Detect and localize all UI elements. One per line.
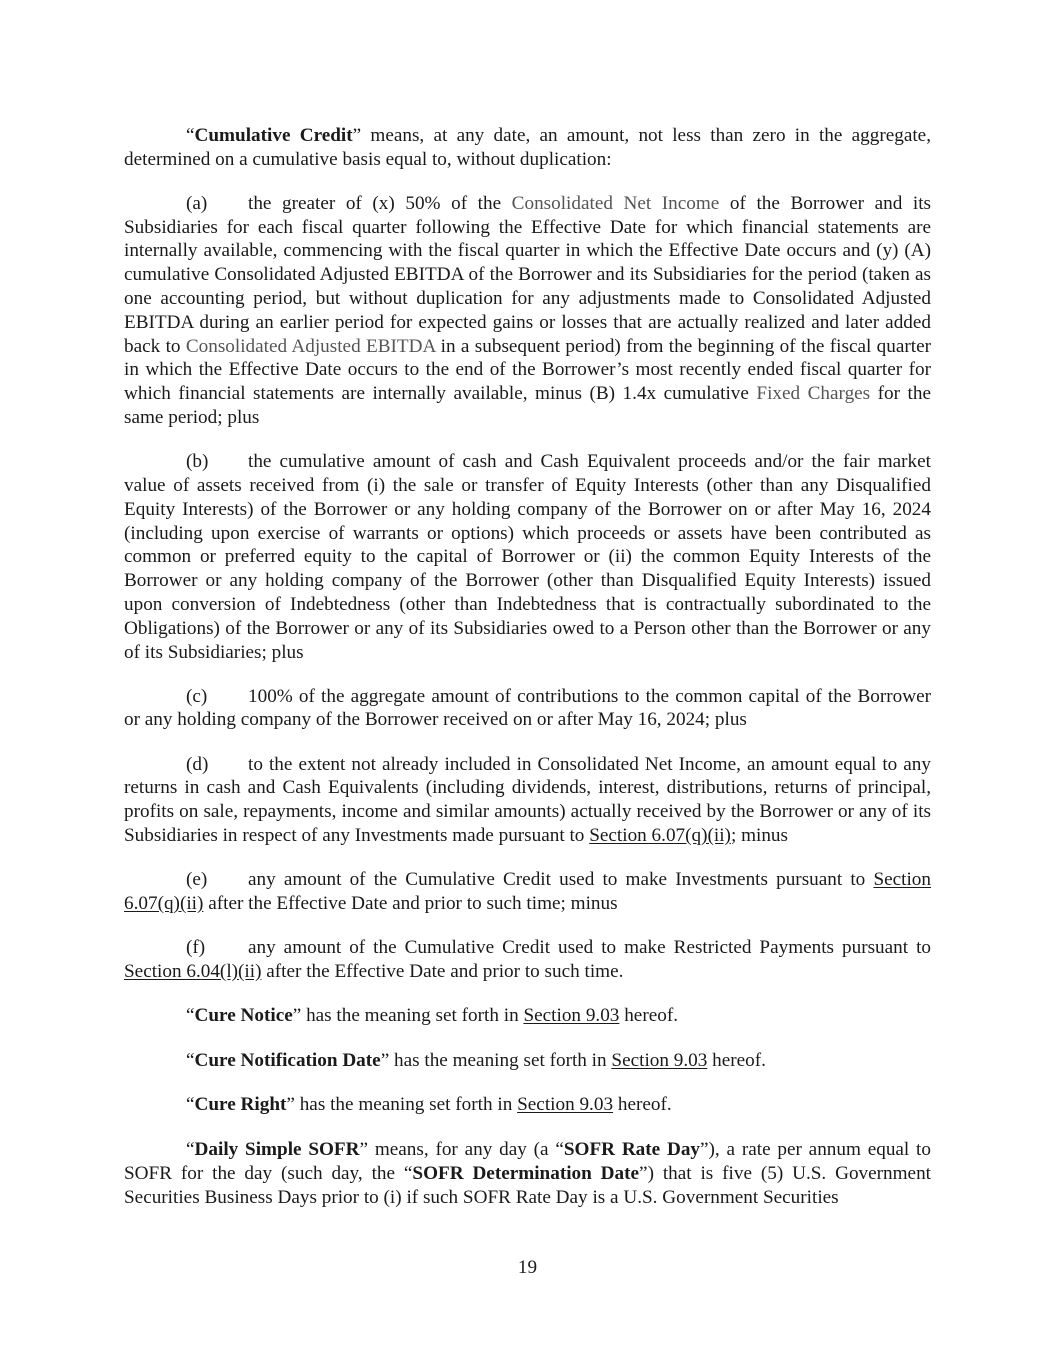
clause-label: (e): [186, 869, 208, 890]
defined-term: Cumulative Credit: [194, 125, 353, 146]
defined-term: Cure Notification Date: [194, 1049, 381, 1071]
section-link[interactable]: Section 9.03: [523, 1004, 620, 1026]
clause-d: [124, 753, 931, 848]
clause-label: (d): [186, 753, 209, 775]
document-page: [124, 124, 931, 1230]
clause-text: for the same period; plus: [124, 383, 931, 429]
definition-text: ” has the meaning set forth in: [380, 1049, 612, 1071]
definition-text: ” means, at any date, an amount, not less than zero in the aggregate, determined on a cumulative basis equal to, without duplication:: [124, 125, 931, 170]
section-link[interactable]: Section 6.07(q)(ii): [124, 869, 931, 914]
clause-text: to the extent not already included in Consolidated Net Income, an amount equal to any returns in cash and Cash Equivalents (including dividends, interest, distributions, returns of principal, profits on sale, repayments, income and similar amounts) actually received by the Borrower or any of its Subsidiaries in respect of any Investments made pursuant to: [124, 753, 931, 846]
defined-term: Cure Right: [194, 1094, 287, 1116]
definition-text: hereof.: [613, 1094, 672, 1116]
clause-text: after the Effective Date and prior to such time; minus: [203, 892, 618, 914]
definition-cure-notification-date: [124, 1049, 931, 1073]
clause-f: [124, 936, 931, 984]
clause-text: 100% of the aggregate amount of contributions to the common capital of the Borrower or any holding company of the Borrower received on or after May 16, 2024; plus: [124, 685, 931, 731]
clause-text: after the Effective Date and prior to such time.: [261, 960, 624, 982]
cross-reference: Fixed Charges: [756, 383, 871, 405]
cross-reference: Consolidated Adjusted EBITDA: [185, 335, 436, 357]
clause-e: [124, 868, 931, 916]
definition-text: hereof.: [619, 1004, 678, 1026]
section-link[interactable]: Section 6.07(q)(ii): [589, 824, 731, 846]
definition-daily-simple-sofr: [124, 1138, 931, 1209]
clause-text: in a subsequent period) from the beginning of the fiscal quarter in which the Effective Date occurs to the end of the Borrower’s most recently ended fiscal quarter for which financial statements are internally available, minus (B) 1.4x cumulative: [124, 335, 932, 405]
definition-cumulative-credit: [124, 124, 931, 172]
clause-text: ; minus: [730, 824, 788, 846]
definition-cure-right: [124, 1093, 931, 1117]
open-quote: “: [186, 1094, 195, 1116]
clause-text: any amount of the Cumulative Credit used to make Restricted Payments pursuant to: [248, 936, 931, 958]
defined-term: SOFR Rate Day: [563, 1139, 701, 1161]
open-quote: “: [186, 1049, 195, 1071]
clause-text: the greater of (x) 50% of the: [248, 192, 512, 214]
definition-text: ”) that is five (5) U.S. Government Securities Business Days prior to (i) if such SOFR Rate Day is a U.S. Government Securities: [124, 1162, 931, 1208]
clause-text: the cumulative amount of cash and Cash Equivalent proceeds and/or the fair market value of assets received from (i) the sale or transfer of Equity Interests (other than any Disqualified Equity Interests) of the Borrower or any holding company of the Borrower on or after May 16, 2024 (including upon exercise of warrants or options) which proceeds or assets have been contributed as common or preferred equity to the capital of Borrower or (ii) the common Equity Interests of the Borrower or any holding company of the Borrower (other than Disqualified Equity Interests) issued upon conversion of Indebtedness (other than Indebtedness that is contractually subordinated to the Obligations) of the Borrower or any of its Subsidiaries owed to a Person other than the Borrower or any of its Subsidiaries; plus: [124, 451, 931, 663]
definition-text: hereof.: [707, 1049, 766, 1071]
definition-text: ” has the meaning set forth in: [292, 1004, 524, 1026]
section-link[interactable]: Section 6.04(l)(ii): [124, 960, 262, 982]
open-quote: “: [186, 125, 195, 146]
clause-b: [124, 450, 931, 664]
cross-reference: Consolidated Net Income: [511, 192, 720, 214]
definition-text: ” means, for any day (a “: [359, 1139, 564, 1161]
section-link[interactable]: Section 9.03: [517, 1094, 614, 1116]
definition-text: ” has the meaning set forth in: [286, 1094, 518, 1116]
clause-label: (c): [186, 685, 208, 707]
definition-text: ”), a rate per annum equal to SOFR for the day (such day, the “: [124, 1139, 931, 1184]
definition-cure-notice: [124, 1004, 931, 1028]
clause-label: (f): [186, 936, 206, 958]
defined-term: Cure Notice: [194, 1004, 293, 1026]
defined-term: Daily Simple SOFR: [194, 1139, 360, 1161]
clause-label: (b): [186, 451, 209, 473]
clause-c: [124, 685, 931, 733]
clause-a: [124, 192, 931, 430]
open-quote: “: [186, 1139, 195, 1161]
clause-text: of the Borrower and its Subsidiaries for each fiscal quarter following the Effective Date for which financial statements are internally available, commencing with the fiscal quarter in which the Effective Date occurs and (y) (A) cumulative Consolidated Adjusted EBITDA of the Borrower and its Subsidiaries for the period (taken as one accounting period, but without duplication for any adjustments made to Consolidated Adjusted EBITDA during an earlier period for expected gains or losses that are actually realized and later added back to: [124, 192, 931, 357]
page-number: 19: [517, 1257, 538, 1278]
open-quote: “: [186, 1004, 195, 1026]
clause-text: any amount of the Cumulative Credit used to make Investments pursuant to: [248, 869, 874, 890]
section-link[interactable]: Section 9.03: [611, 1049, 708, 1071]
clause-label: (a): [186, 192, 208, 214]
defined-term: SOFR Determination Date: [412, 1162, 640, 1184]
